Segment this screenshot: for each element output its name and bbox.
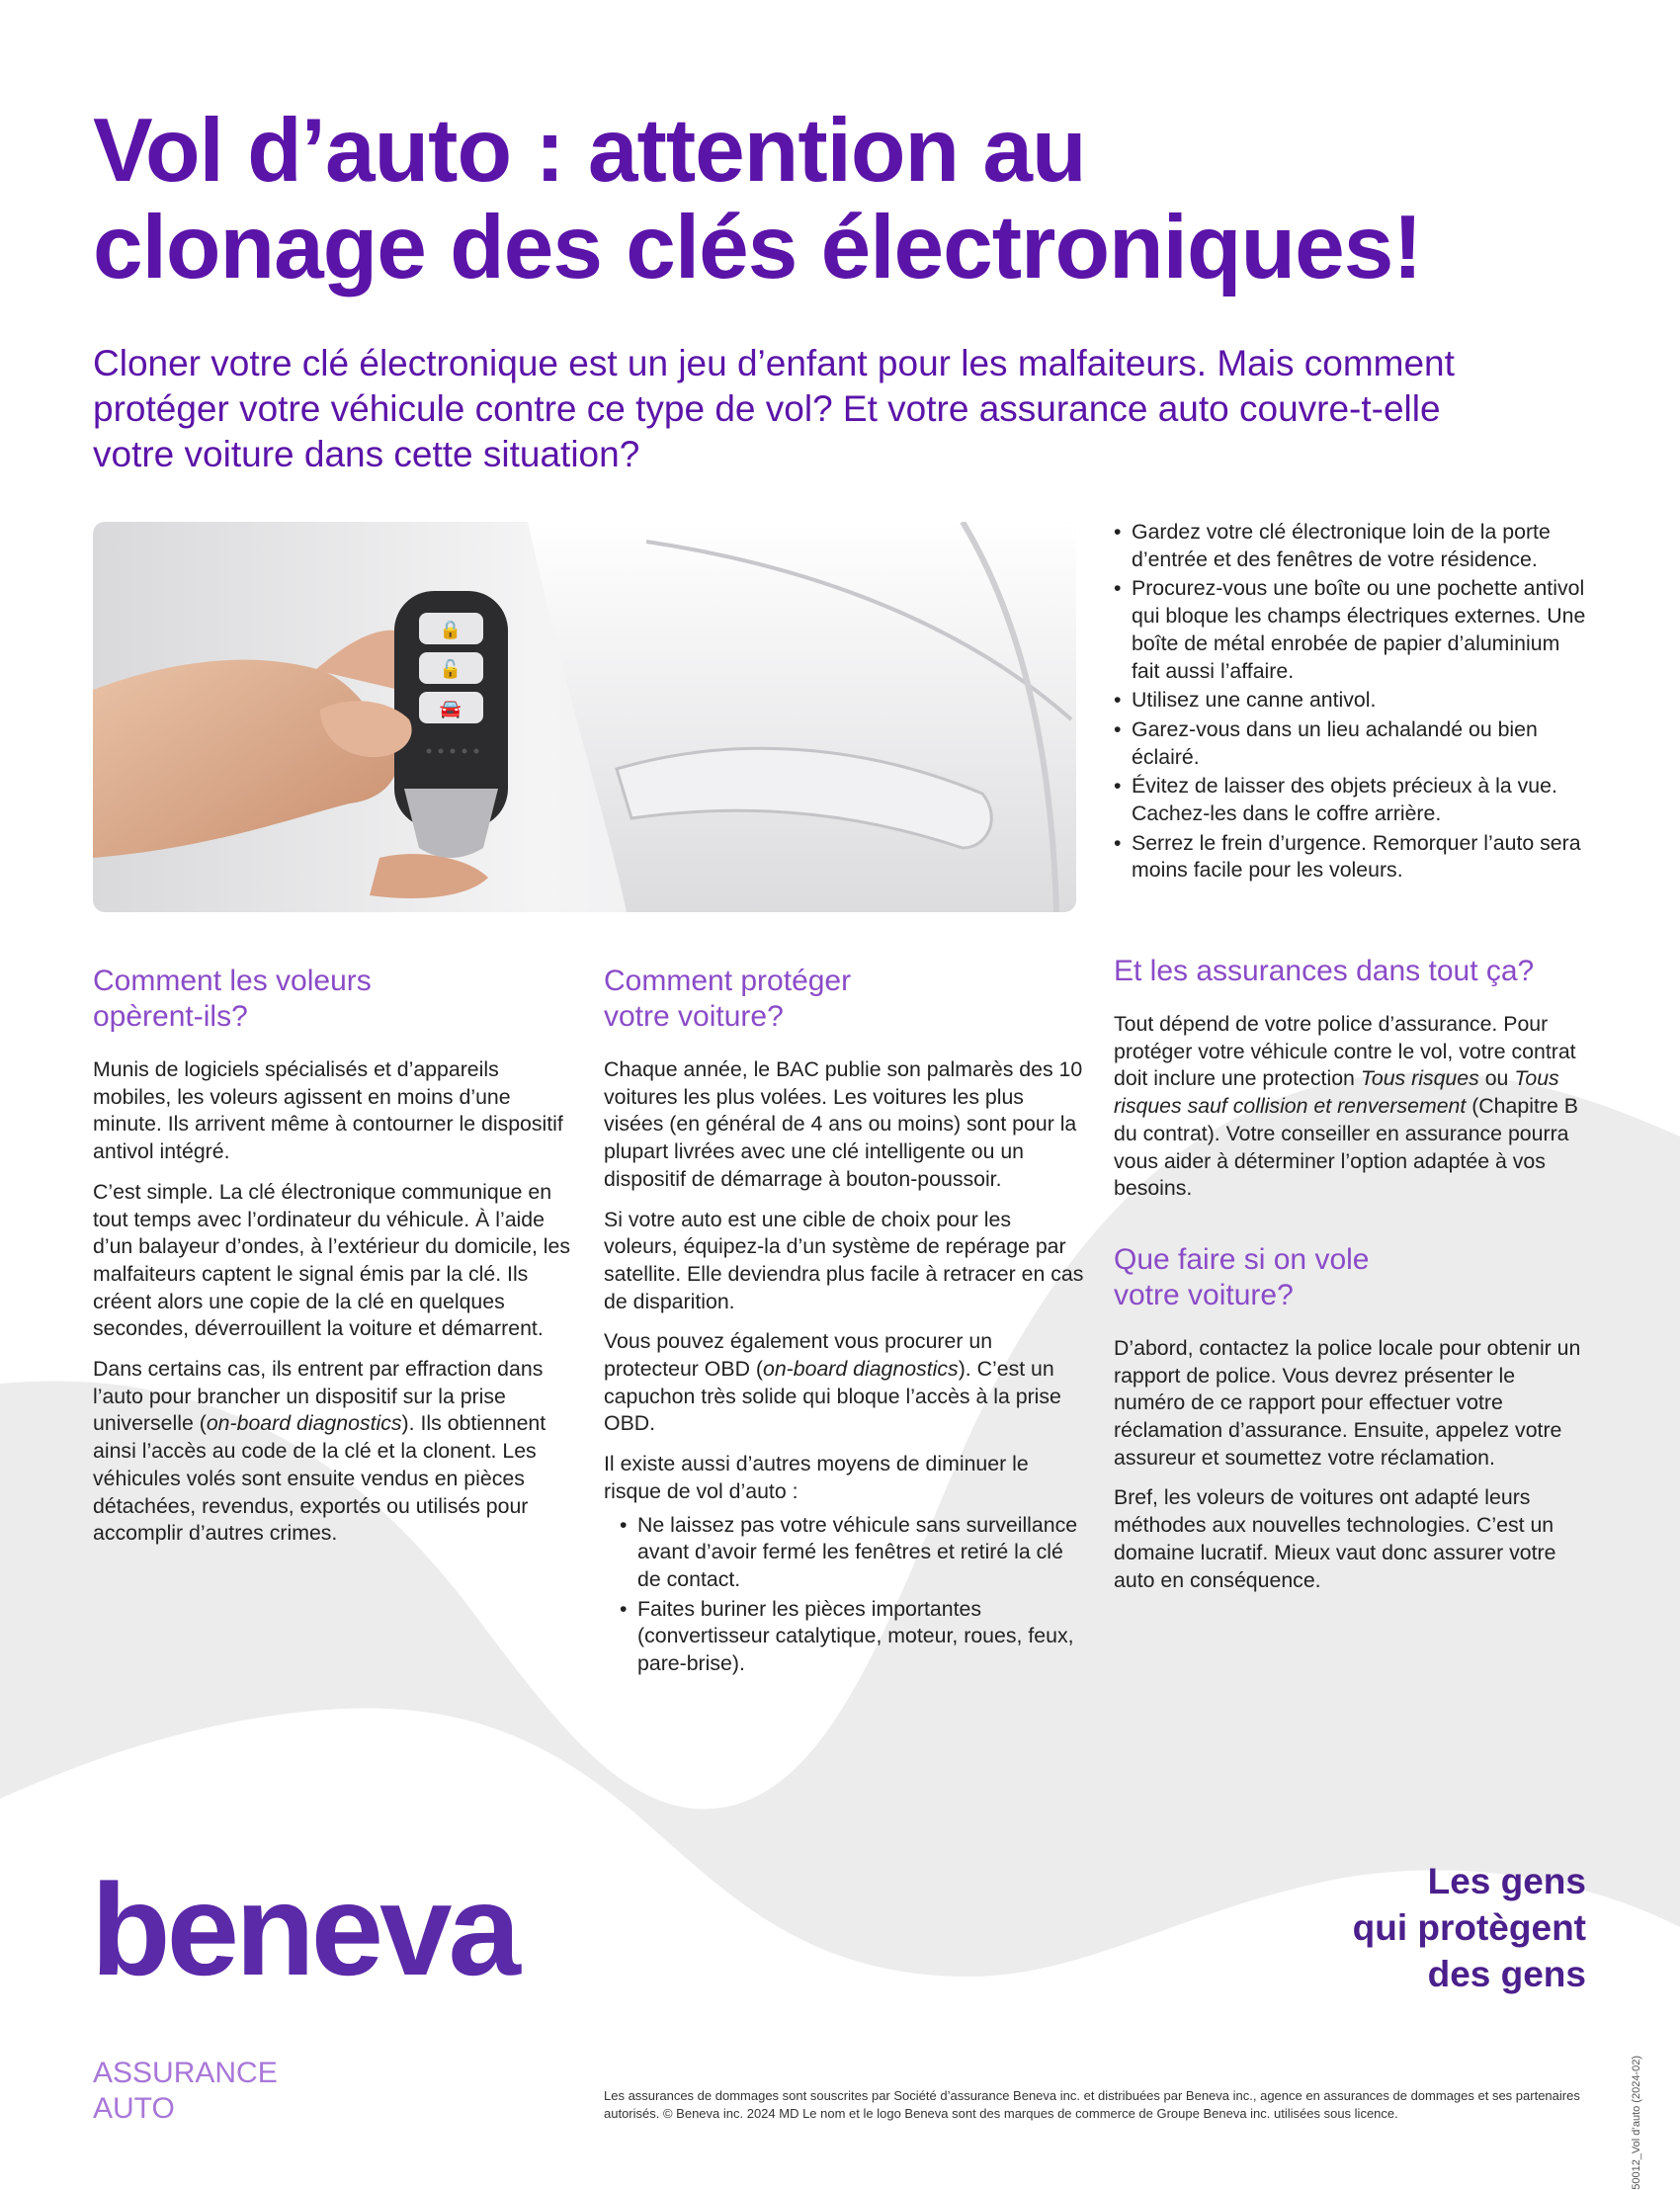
column-voleurs bbox=[93, 964, 577, 1560]
heading-comment-voleurs: Comment les voleurs opèrent-ils? bbox=[93, 965, 372, 1033]
svg-text:beneva: beneva bbox=[91, 1876, 517, 1994]
paragraph: Si votre auto est une cible de choix pour les voleurs, équipez-la d’un système de repérage par satellite. Elle deviendra plus facile à retracer en cas de disparition. bbox=[604, 1207, 1084, 1313]
svg-text:🔒: 🔒 bbox=[439, 620, 462, 639]
slogan: Les gens qui protègent des gens bbox=[1352, 1861, 1586, 1994]
heading-comment-proteger: Comment protéger votre voiture? bbox=[604, 965, 852, 1033]
column-tips bbox=[1114, 519, 1588, 886]
document-code: 50012_Vol d’auto (2024-02) bbox=[1631, 2056, 1642, 2190]
list-item: • Faites buriner les pièces importantes (convertisseur catalytique, moteur, roues, feux, pare-brise). bbox=[620, 1596, 1088, 1678]
heading-assurances: Et les assurances dans tout ça? bbox=[1114, 955, 1535, 987]
key-fob-photo bbox=[93, 522, 1076, 912]
list-item: • Procurez-vous une boîte ou une pochette antivol qui bloque les champs électriques externes. Une boîte de métal enrobée de papier d’aluminium fait aussi l’affaire. bbox=[1114, 575, 1588, 685]
list-item: • Gardez votre clé électronique loin de la porte d’entrée et des fenêtres de votre résidence. bbox=[1114, 519, 1588, 573]
list-item: • Utilisez une canne antivol. bbox=[1114, 687, 1588, 715]
paragraph: Il existe aussi d’autres moyens de diminuer le risque de vol d’auto : bbox=[604, 1452, 1029, 1503]
paragraph: D’abord, contactez la police locale pour obtenir un rapport de police. Vous devrez présenter le numéro de ce rapport pour effectuer votre réclamation d’assurance. Ensuite, appelez votre assureur et soumettez votre réclamation. bbox=[1114, 1335, 1581, 1470]
title-line-1: Vol d’auto : attention au bbox=[93, 101, 1086, 201]
paragraph: Tout dépend de votre police d’assurance. Pour protéger votre véhicule contre le vol, votre contrat doit inclure une protection Tous risques ou Tous risques sauf collision et renversement (Chapitre B du contrat). Votre conseiller en assurance pourra vous aider à déterminer l’option adaptée à vos besoins. bbox=[1114, 1012, 1578, 1201]
tips-list bbox=[1114, 519, 1588, 884]
paragraph: Chaque année, le BAC publie son palmarès des 10 voitures les plus volées. Les voitures les plus visées (en général de 4 ans ou moins) sont pour la plupart livrées avec une clé intelligente ou un dispositif de démarrage à bouton-poussoir. bbox=[604, 1057, 1083, 1191]
paragraph: C’est simple. La clé électronique communique en tout temps avec l’ordinateur du véhicule. À l’aide d’un balayeur d’ondes, à l’extérieur du domicile, les malfaiteurs captent le signal émis par la clé. Ils créent alors une copie de la clé en quelques secondes, déverrouillent la voiture et démarrent. bbox=[93, 1179, 571, 1341]
paragraph: Munis de logiciels spécialisés et d’appareils mobiles, les voleurs agissent en moins d’une minute. Ils arrivent même à contourner le dispositif antivol intégré. bbox=[93, 1057, 563, 1164]
svg-text:🔓: 🔓 bbox=[439, 659, 462, 679]
list-item: • Évitez de laisser des objets précieux à la vue. Cachez-les dans le coffre arrière. bbox=[1114, 773, 1588, 827]
page-title bbox=[93, 103, 1615, 296]
paragraph: Vous pouvez également vous procurer un protecteur OBD (on-board diagnostics). C’est un capuchon très solide qui bloque l’accès à la prise OBD. bbox=[604, 1329, 1061, 1436]
beneva-logo bbox=[91, 1876, 575, 1994]
column-proteger bbox=[604, 964, 1088, 1692]
list-item: • Ne laissez pas votre véhicule sans surveillance avant d’avoir fermé les fenêtres et retiré la clé de contact. bbox=[620, 1512, 1088, 1594]
paragraph: Bref, les voleurs de voitures ont adapté leurs méthodes aux nouvelles technologies. C’est un domaine lucratif. Mieux vaut donc assurer votre auto en conséquence. bbox=[1114, 1485, 1556, 1592]
svg-text:🚘: 🚘 bbox=[439, 699, 462, 718]
list-item: • Garez-vous dans un lieu achalandé ou bien éclairé. bbox=[1114, 716, 1588, 771]
lead-paragraph: Cloner votre clé électronique est un jeu d’enfant pour les malfaiteurs. Mais comment protéger votre véhicule contre ce type de vol? Et votre assurance auto couvre-t-elle votre voiture dans cette situation? bbox=[93, 343, 1455, 474]
category-label: ASSURANCE AUTO bbox=[93, 2057, 278, 2125]
prevention-list bbox=[620, 1512, 1088, 1678]
column-assurance bbox=[1114, 954, 1588, 1607]
title-line-2: clonage des clés électroniques! bbox=[93, 198, 1422, 297]
heading-que-faire: Que faire si on vole votre voiture? bbox=[1114, 1242, 1370, 1311]
paragraph: Dans certains cas, ils entrent par effraction dans l’auto pour brancher un dispositif sur la prise universelle (on-board diagnostics). Ils obtiennent ainsi l’accès au code de la clé et la clonent. Les véhicules volés sont ensuite vendus en pièces détachées, revendus, exportés ou utilisés pour accomplir d’autres crimes. bbox=[93, 1357, 546, 1546]
legal-notice: Les assurances de dommages sont souscrites par Société d’assurance Beneva inc. et distribuées par Beneva inc., agence en assurances de dommages et ses partenaires autorisés. © Beneva inc. 2024 MD Le nom et le logo Beneva sont des marques de commerce de Groupe Beneva inc. utilisées sous licence. bbox=[604, 2088, 1580, 2121]
list-item: • Serrez le frein d’urgence. Remorquer l’auto sera moins facile pour les voleurs. bbox=[1114, 830, 1588, 884]
